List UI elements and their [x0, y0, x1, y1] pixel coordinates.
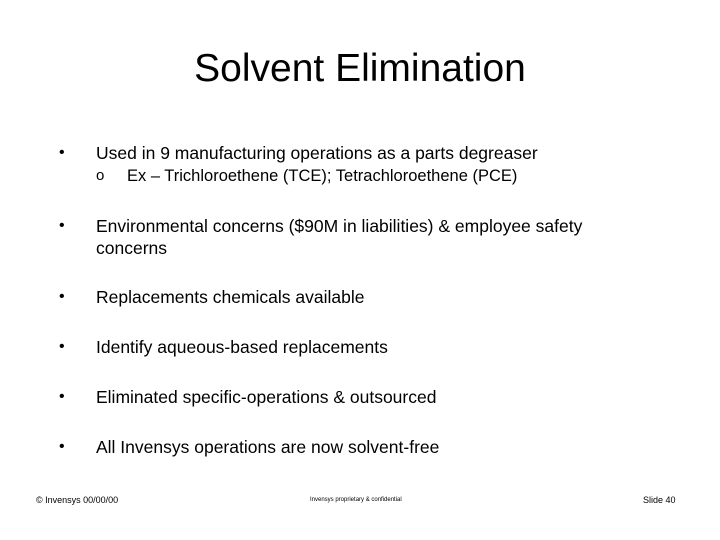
bullet-marker: • — [59, 388, 65, 405]
bullet-marker: • — [59, 288, 65, 305]
bullet-marker: • — [59, 338, 65, 355]
footer-confidential: Invensys proprietary & confidential — [310, 497, 402, 503]
footer-copyright: © Invensys 00/00/00 — [36, 495, 119, 505]
bullet-text: Eliminated specific-operations & outsourced — [96, 387, 437, 407]
bullet-text: Identify aqueous-based replacements — [96, 337, 388, 357]
sub-bullet-text: Ex – Trichloroethene (TCE); Tetrachloroethene (PCE) — [127, 167, 518, 185]
footer-slide-number: Slide 40 — [643, 495, 676, 505]
slide-title: Solvent Elimination — [194, 47, 526, 90]
bullet-text: All Invensys operations are now solvent-free — [96, 437, 440, 457]
bullet-text: Used in 9 manufacturing operations as a parts degreaser — [96, 143, 538, 163]
bullet-text: Replacements chemicals available — [96, 287, 365, 307]
bullet-marker: • — [59, 217, 65, 234]
bullet-marker: • — [59, 144, 65, 161]
sub-bullet-marker: o — [96, 167, 105, 184]
bullet-marker: • — [59, 438, 65, 455]
bullet-text: Environmental concerns ($90M in liabilities) & employee safety concerns — [96, 216, 583, 258]
